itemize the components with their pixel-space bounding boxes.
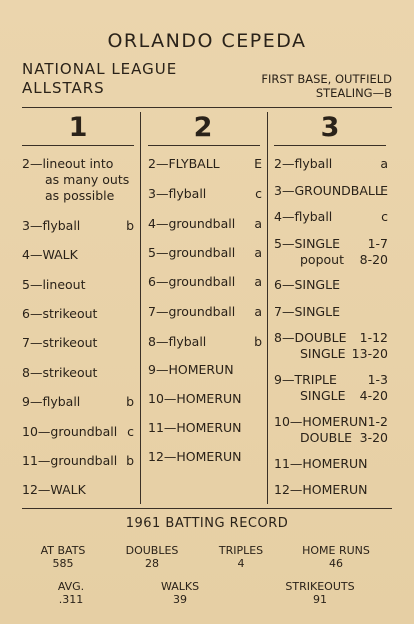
result-text: 10—groundball [22, 424, 118, 439]
result-text: 3—flyball [148, 186, 207, 201]
stat-strikeouts [275, 580, 365, 606]
stat-value: 28 [145, 557, 159, 570]
result-text: 6—groundball [148, 274, 236, 289]
result-text: 12—HOMERUN [148, 449, 242, 464]
result-text: 5—groundball [148, 245, 236, 260]
result-text: 8—strikeout [22, 365, 98, 380]
result-text: 7—groundball [148, 304, 236, 319]
stat-doubles [107, 544, 197, 570]
result-text: 8—DOUBLE [274, 330, 347, 345]
column-number-1: 1 [68, 112, 88, 143]
stat-avg [26, 580, 116, 606]
stat-label: WALKS [160, 580, 200, 593]
column-number-2: 2 [193, 112, 213, 143]
stat-value: 4 [237, 557, 245, 570]
column-number-3: 3 [320, 112, 340, 143]
result-text: as many outs [45, 172, 130, 187]
stat-label: DOUBLES [125, 544, 179, 557]
fielding-grade: a [254, 216, 262, 231]
fielding-grade: b [254, 334, 262, 349]
stat-label: TRIPLES [218, 544, 264, 557]
result-text: 7—SINGLE [274, 304, 340, 319]
result-text: 3—flyball [22, 218, 81, 233]
stat-value: 46 [329, 557, 343, 570]
result-text: 4—flyball [274, 209, 333, 224]
record-divider [22, 508, 392, 509]
result-text: 12—WALK [22, 482, 86, 497]
stat-home-runs [291, 544, 381, 570]
dice-range: 13-20 [351, 346, 388, 361]
result-text: 5—lineout [22, 277, 86, 292]
fielding-grade: E [254, 156, 262, 171]
fielding-grade: c [381, 209, 388, 224]
result-text: 12—HOMERUN [274, 482, 368, 497]
dice-range: 1-7 [367, 236, 388, 251]
column-divider-2 [267, 112, 268, 504]
batting-record-title: 1961 BATTING RECORD [125, 516, 289, 531]
result-text: 2—flyball [274, 156, 333, 171]
result-text: DOUBLE [300, 430, 353, 445]
fielding-grade: b [126, 453, 134, 468]
fielding-grade: E [380, 183, 388, 198]
stat-triples [196, 544, 286, 570]
result-text: as possible [45, 188, 115, 203]
fielding-grade: b [126, 394, 134, 409]
result-text: 2—lineout into [22, 156, 114, 171]
result-text: 6—strikeout [22, 306, 98, 321]
fielding-grade: a [254, 274, 262, 289]
fielding-grade: a [380, 156, 388, 171]
dice-range: 1-12 [359, 330, 388, 345]
result-text: 4—groundball [148, 216, 236, 231]
stat-at-bats [18, 544, 108, 570]
column-2-underline [148, 145, 260, 146]
result-text: 10—HOMERUN [148, 391, 242, 406]
column-1-underline [22, 145, 134, 146]
stat-value: 39 [173, 593, 187, 606]
fielding-grade: b [126, 218, 134, 233]
player-name: ORLANDO CEPEDA [107, 30, 307, 52]
result-text: 10—HOMERUN [274, 414, 368, 429]
result-text: 6—SINGLE [274, 277, 340, 292]
result-text: 4—WALK [22, 247, 78, 262]
stat-value: 585 [52, 557, 74, 570]
stat-label: STRIKEOUTS [285, 580, 355, 593]
fielding-grade: a [254, 245, 262, 260]
result-text: 9—HOMERUN [148, 362, 234, 377]
result-text: 9—TRIPLE [274, 372, 337, 387]
dice-range: 1-2 [367, 414, 388, 429]
stat-label: AT BATS [40, 544, 86, 557]
result-text: SINGLE [300, 346, 346, 361]
stat-value: 91 [313, 593, 327, 606]
header-divider [22, 107, 392, 108]
positions: FIRST BASE, OUTFIELD [261, 72, 392, 86]
stat-value: .311 [58, 593, 84, 606]
column-divider-1 [140, 112, 141, 504]
dice-range: 1-3 [367, 372, 388, 387]
result-text: 11—HOMERUN [148, 420, 242, 435]
result-text: popout [300, 252, 344, 267]
fielding-grade: a [254, 304, 262, 319]
column-3-underline [274, 145, 386, 146]
team-name-line1: NATIONAL LEAGUE [22, 60, 178, 78]
dice-range: 4-20 [359, 388, 388, 403]
dice-range: 8-20 [359, 252, 388, 267]
result-text: 9—flyball [22, 394, 81, 409]
result-text: 11—HOMERUN [274, 456, 368, 471]
stat-label: HOME RUNS [302, 544, 370, 557]
fielding-grade: c [127, 424, 134, 439]
result-text: 2—FLYBALL [148, 156, 220, 171]
dice-range: 3-20 [359, 430, 388, 445]
result-text: 5—SINGLE [274, 236, 340, 251]
result-text: 3—GROUNDBALL [274, 183, 382, 198]
result-text: 7—strikeout [22, 335, 98, 350]
stealing-rating: STEALING—B [315, 86, 392, 100]
stat-walks [135, 580, 225, 606]
result-text: 11—groundball [22, 453, 118, 468]
team-name-line2: ALLSTARS [22, 79, 105, 97]
result-text: 8—flyball [148, 334, 207, 349]
stat-label: AVG. [57, 580, 85, 593]
result-text: SINGLE [300, 388, 346, 403]
fielding-grade: c [255, 186, 262, 201]
